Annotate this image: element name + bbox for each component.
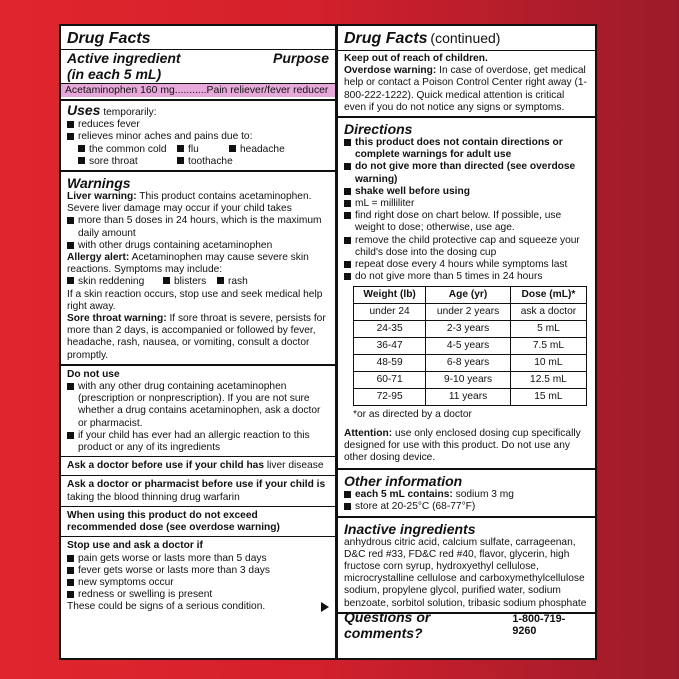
bullet-square-icon	[163, 277, 170, 284]
bullet-square-icon	[177, 145, 184, 152]
table-row: 60-71 9-10 years 12.5 mL	[354, 372, 587, 389]
continued-label: (continued)	[430, 30, 501, 46]
use-item: flu	[177, 144, 229, 156]
bullet-square-icon	[67, 121, 74, 128]
bullet-square-icon	[344, 200, 351, 207]
list-item: this product does not contain directions or complete warnings for adult use	[344, 137, 589, 161]
ingredient-dots: ...........	[174, 85, 207, 96]
table-header-row: Weight (lb) Age (yr) Dose (mL)*	[354, 287, 587, 304]
other-information-section	[338, 470, 595, 517]
bullet-square-icon	[67, 277, 74, 284]
allergy-after-text: If a skin reaction occurs, stop use and seek medical help right away.	[67, 288, 323, 312]
table-row: 48-59 6-8 years 10 mL	[354, 355, 587, 372]
warnings-heading: Warnings	[67, 175, 131, 192]
other-information-heading: Other information	[344, 473, 463, 490]
liver-warning-label: Liver warning:	[67, 191, 137, 203]
list-item: relieves minor aches and pains due to:	[67, 131, 329, 143]
uses-section	[61, 101, 335, 172]
do-not-use-section	[61, 366, 335, 457]
table-row: under 24 under 2 years ask a doctor	[354, 304, 587, 321]
purpose-heading: Purpose	[272, 50, 329, 66]
bullet-square-icon	[67, 591, 74, 598]
inactive-ingredients-text: anhydrous citric acid, calcium sulfate, carrageenan, D&C red #33, FD&C red #40, flavor, glycerin, high fructose corn syrup, hydroxyethyl cellulose, microcrystalline cellulose and carboxymethylcellulose sodium, propylene glycol, purified water, sodium benzoate, sorbitol solution, tribasic sodium phosphate	[344, 536, 587, 609]
directions-heading: Directions	[344, 121, 413, 138]
questions-heading: Questions or comments?	[344, 609, 431, 642]
warnings-section	[61, 172, 335, 366]
symptom-item: blisters	[163, 276, 217, 288]
use-item: the common cold	[78, 144, 177, 156]
stop-use-heading: Stop use and ask a doctor if	[67, 540, 203, 552]
list-item: repeat dose every 4 hours while symptoms last	[344, 259, 589, 271]
list-item: with any other drug containing acetaminophen (prescription or nonprescription). If you are not sure whether a drug contains acetaminophen, ask a doctor or pharmacist.	[67, 381, 329, 430]
bullet-square-icon	[344, 491, 351, 498]
attention-label: Attention:	[344, 427, 393, 439]
bullet-square-icon	[344, 163, 351, 170]
overdose-text: In case of overdose, get medical help or contact a Poison Control Center right away (1-800-222-1222). Quick medical attention is critical even if you do not notice any signs or symptoms.	[344, 65, 587, 113]
drug-facts-title: Drug Facts	[67, 30, 151, 47]
inactive-ingredients-section	[338, 518, 595, 614]
overdose-label: Overdose warning:	[344, 65, 437, 77]
ingredient-purpose: Pain reliever/fever reducer	[206, 85, 329, 96]
questions-phone: 1-800-719-9260	[512, 613, 566, 638]
attention-text: use only enclosed dosing cup specifically designed for use with this product. Do not use any other dosing device.	[344, 427, 581, 464]
dosing-table	[353, 286, 587, 406]
bullet-square-icon	[67, 383, 74, 390]
list-item: each 5 mL contains: sodium 3 mg	[344, 489, 589, 501]
use-item: toothache	[177, 156, 233, 168]
bullet-square-icon	[344, 261, 351, 268]
bullet-square-icon	[344, 188, 351, 195]
drug-facts-right-panel	[336, 24, 597, 660]
ingredient-name: Acetaminophen 160 mg	[65, 85, 175, 96]
symptom-item: skin reddening	[67, 276, 163, 288]
bullet-square-icon	[67, 242, 74, 249]
list-item: mL = milliliter	[344, 198, 589, 210]
questions-section	[338, 609, 595, 642]
bullet-square-icon	[67, 555, 74, 562]
bullet-square-icon	[67, 579, 74, 586]
sore-throat-text: If sore throat is severe, persists for more than 2 days, is accompanied or followed by fever, headache, rash, nausea, or vomiting, consult a doctor promptly.	[67, 313, 326, 361]
bullet-square-icon	[344, 273, 351, 280]
use-item: sore throat	[78, 156, 177, 168]
uses-intro: temporarily:	[103, 107, 157, 118]
when-using-section: When using this product do not exceed recommended dose (see overdose warning)	[61, 507, 335, 537]
list-item: more than 5 doses in 24 hours, which is the maximum daily amount	[67, 215, 329, 239]
list-item: if your child has ever had an allergic reaction to this product or any of its ingredients	[67, 430, 329, 454]
table-row: 24-35 2-3 years 5 mL	[354, 321, 587, 338]
active-ingredient-subheading: (in each 5 mL)	[67, 66, 162, 82]
bullet-square-icon	[67, 133, 74, 140]
list-item: remove the child protective cap and squeeze your child's dose into the dosing cup	[344, 235, 589, 259]
drug-facts-continued-title: Drug Facts	[344, 30, 428, 47]
ingredient-row	[61, 83, 335, 97]
list-item: store at 20-25°C (68-77°F)	[344, 501, 589, 513]
list-item: shake well before using	[344, 186, 589, 198]
list-item: find right dose on chart below. If possible, use weight to dose; otherwise, use age.	[344, 210, 589, 234]
drug-facts-left-panel	[59, 24, 337, 660]
list-item: redness or swelling is present	[67, 589, 329, 601]
list-item: fever gets worse or lasts more than 3 days	[67, 565, 329, 577]
bullet-square-icon	[67, 217, 74, 224]
list-item: new symptoms occur	[67, 577, 329, 589]
directions-section	[338, 118, 595, 470]
table-footnote: *or as directed by a doctor	[353, 409, 472, 421]
bullet-square-icon	[229, 145, 236, 152]
liver-warning-text: This product contains acetaminophen. Severe liver damage may occur if your child takes	[67, 191, 312, 215]
do-not-use-heading: Do not use	[67, 368, 120, 380]
bullet-square-icon	[78, 157, 85, 164]
active-ingredient-section	[61, 26, 335, 101]
keep-out-text: Keep out of reach of children.	[344, 53, 488, 64]
bullet-square-icon	[67, 567, 74, 574]
stop-use-footer: These could be signs of a serious condition.	[67, 601, 266, 613]
use-item: headache	[229, 144, 285, 156]
ask-pharmacist-section: Ask a doctor or pharmacist before use if your child is taking the blood thinning drug warfarin	[61, 476, 335, 506]
allergy-alert-label: Allergy alert:	[67, 252, 130, 264]
list-item: pain gets worse or lasts more than 5 days	[67, 553, 329, 565]
uses-heading: Uses	[67, 102, 101, 118]
bullet-square-icon	[344, 503, 351, 510]
bullet-square-icon	[67, 432, 74, 439]
continue-arrow-icon	[321, 602, 329, 612]
allergy-alert-text: Acetaminophen may cause severe skin reactions. Symptoms may include:	[67, 252, 309, 276]
ask-doctor-section: Ask a doctor before use if your child has liver disease	[61, 457, 335, 476]
list-item: do not give more than directed (see overdose warning)	[344, 161, 589, 185]
bullet-square-icon	[344, 237, 351, 244]
list-item: reduces fever	[67, 119, 329, 131]
bullet-square-icon	[344, 212, 351, 219]
table-row: 72-95 11 years 15 mL	[354, 389, 587, 406]
sore-throat-label: Sore throat warning:	[67, 313, 167, 325]
bullet-square-icon	[78, 145, 85, 152]
stop-use-section	[61, 537, 335, 615]
list-item: do not give more than 5 times in 24 hours	[344, 271, 589, 283]
keep-out-section	[338, 26, 595, 118]
bullet-square-icon	[344, 139, 351, 146]
list-item: with other drugs containing acetaminophen	[67, 240, 329, 252]
bullet-square-icon	[217, 277, 224, 284]
table-row: 36-47 4-5 years 7.5 mL	[354, 338, 587, 355]
bullet-square-icon	[177, 157, 184, 164]
symptom-item: rash	[217, 276, 248, 288]
active-ingredient-heading: Active ingredient	[67, 50, 181, 66]
inactive-ingredients-heading: Inactive ingredients	[344, 520, 476, 537]
